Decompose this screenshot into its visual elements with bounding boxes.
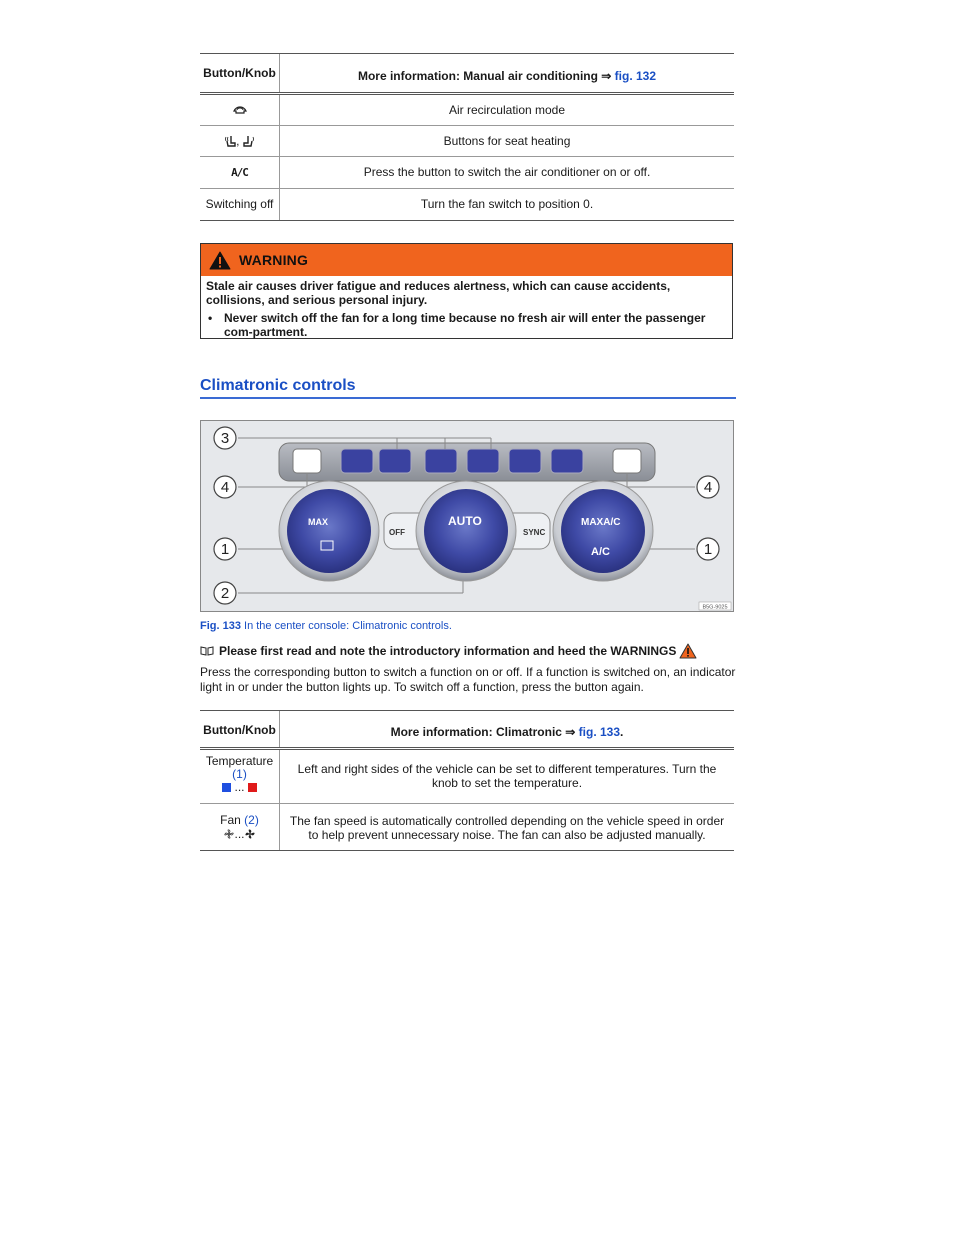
table-header-col1: Button/Knob	[200, 711, 280, 747]
callout-3: 3	[220, 430, 230, 447]
table-row: Temperature (1) ... Left and right sides of the vehicle can be set to different temperatures. Turn the knob to set the temperature.	[200, 750, 734, 804]
table-header-col1: Button/Knob	[200, 54, 280, 92]
climatronic-figure	[200, 420, 734, 612]
row-desc: Turn the fan switch to position 0.	[420, 197, 594, 211]
temperature-knob-right[interactable]	[561, 489, 645, 573]
callout-4-left: 4	[220, 479, 230, 496]
intro-body: Press the corresponding button to switch a function on or off. If a function is switched on, an indicator light in or under the button lights up. To switch off a function, press the button again.	[200, 665, 736, 694]
callout-1-left: 1	[220, 541, 230, 558]
table-header-col2: More information: Climatronic ⇒ fig. 133.	[390, 725, 624, 739]
figure-caption: Fig. 133 In the center console: Climatronic controls.	[200, 620, 452, 632]
seat-heat-left-button[interactable]	[341, 449, 373, 473]
seat-heating-icon	[243, 135, 255, 147]
section-title: Climatronic controls	[200, 377, 356, 394]
seat-heat-right-button[interactable]	[551, 449, 583, 473]
warning-title: WARNING	[239, 252, 309, 268]
callout-2: 2	[220, 585, 230, 602]
table-row	[200, 189, 734, 221]
climatronic-panel-illustration	[201, 421, 733, 611]
figure-code: B5G-9025	[702, 604, 728, 611]
warning-triangle-icon	[679, 643, 697, 659]
table-manual-ac	[200, 53, 734, 221]
knob-max-label: MAX	[308, 517, 328, 527]
airflow-windshield-button[interactable]	[467, 449, 499, 473]
knob-ac-label: A/C	[591, 546, 610, 558]
airflow-button[interactable]	[425, 449, 457, 473]
warning-triangle-icon	[209, 251, 231, 270]
book-icon	[200, 646, 214, 656]
table-row	[200, 157, 734, 189]
knob-maxac-label: MAXA/C	[581, 517, 621, 528]
row-label: Temperature	[205, 754, 274, 768]
row-ref: (2)	[244, 813, 259, 827]
row-desc: Left and right sides of the vehicle can be set to different temperatures. Turn the knob to set the temperature.	[297, 762, 717, 790]
fan-low-icon	[224, 829, 234, 839]
fig-link[interactable]: fig. 132	[614, 69, 657, 83]
seat-heating-icon	[224, 135, 236, 147]
table-row	[200, 95, 734, 126]
ac-icon: A/C	[231, 166, 248, 179]
intro-heading: Please first read and note the introductory information and heed the WARNINGS	[200, 643, 736, 659]
row-desc: The fan speed is automatically controlled depending on the vehicle speed in order to help prevent unnecessary noise. The fan can also be adjusted manually.	[289, 814, 725, 842]
callout-1-right: 1	[703, 541, 713, 558]
row-desc: Air recirculation mode	[448, 103, 566, 117]
warning-header	[201, 244, 732, 276]
table-row: Fan (2) ... The fan speed is automatically controlled depending on the vehicle speed in order to help prevent unnecessary noise. The fan can also be adjusted manually.	[200, 804, 734, 851]
row-label: Fan	[220, 813, 241, 827]
row-label: Switching off	[200, 189, 280, 220]
fan-high-icon	[245, 829, 255, 839]
warning-box	[200, 243, 733, 339]
right-blank-button[interactable]	[613, 449, 641, 473]
callout-4-right: 4	[703, 479, 713, 496]
section-underline	[200, 397, 736, 399]
table-row: , Buttons for seat heating	[200, 126, 734, 157]
knob-auto-label: AUTO	[448, 514, 482, 528]
warning-text: Stale air causes driver fatigue and reduces alertness, which can cause accidents, collisions, and serious personal injury. • Never switch off the fan for a long time because no fresh air will enter the passenger com-partment.	[206, 279, 706, 339]
row-desc: Buttons for seat heating	[443, 134, 571, 148]
recirculation-icon	[232, 105, 248, 115]
seat-ventilation-button[interactable]	[379, 449, 411, 473]
fan-knob-center[interactable]	[424, 489, 508, 573]
fig-link[interactable]: fig. 133	[578, 725, 621, 739]
row-ref: (1)	[232, 767, 247, 781]
table-header-col2: More information: Manual air conditioning ⇒ fig. 132	[357, 69, 657, 83]
hot-square-icon	[248, 783, 257, 792]
cold-square-icon	[222, 783, 231, 792]
knob-sync-label: SYNC	[523, 528, 546, 537]
temperature-knob-left[interactable]	[287, 489, 371, 573]
row-desc: Press the button to switch the air conditioner on or off.	[363, 165, 651, 179]
table-climatronic	[200, 710, 734, 851]
knob-off-label: OFF	[389, 528, 405, 537]
recirculation-button[interactable]	[509, 449, 541, 473]
left-blank-button[interactable]	[293, 449, 321, 473]
